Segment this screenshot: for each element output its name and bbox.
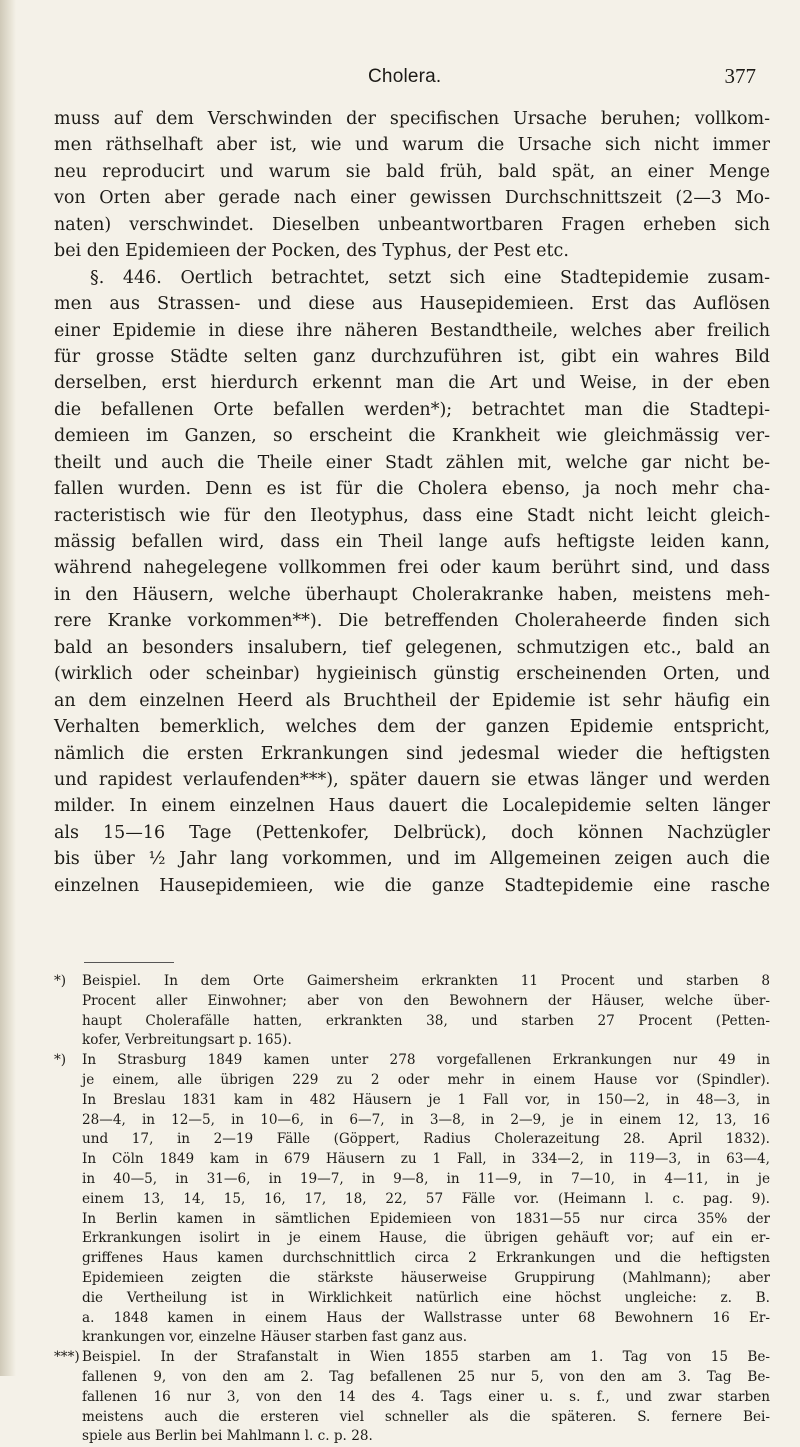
text-line: an dem einzelnen Heerd als Bruchtheil der Epidemie ist sehr häufig ein <box>54 690 770 711</box>
footnote-line: griffenes Haus kamen durchschnittlich circa 2 Erkrankungen und die heftigsten <box>82 1250 770 1267</box>
footnote <box>54 1051 770 1348</box>
footnote-line: kofer, Verbreitungsart p. 165). <box>82 1032 292 1049</box>
text-line: §. 446. Oertlich betrachtet, setzt sich eine Stadtepidemie zusam- <box>90 267 770 288</box>
footnote-line: Epidemieen zeigten die stärkste häuserweise Gruppirung (Mahlmann); aber <box>82 1269 770 1286</box>
footnote-line: In Cöln 1849 kam in 679 Häusern zu 1 Fall, in 334—2, in 119—3, in 63—4, <box>82 1151 770 1168</box>
text-line: men aus Strassen- und diese aus Hausepidemieen. Erst das Auflösen <box>54 294 770 315</box>
text-line: für grosse Städte selten ganz durchzuführen ist, gibt ein wahres Bild <box>54 346 770 367</box>
text-line: bald an besonders insalubern, tief gelegenen, schmutzigen etc., bald an <box>54 637 770 658</box>
text-line: während nahegelegene vollkommen frei oder kaum berührt sind, und dass <box>54 558 770 579</box>
footnote-separator <box>84 962 174 963</box>
text-line: bei den Epidemieen der Pocken, des Typhus, der Pest etc. <box>54 241 569 262</box>
text-line: naten) verschwindet. Dieselben unbeantwortbaren Fragen erheben sich <box>54 214 770 235</box>
footnote-line <box>54 1348 770 1368</box>
text-line: nämlich die ersten Erkrankungen sind jedesmal wieder die heftigsten <box>54 743 770 764</box>
footnote-line: spiele aus Berlin bei Mahlmann l. c. p. 28. <box>82 1428 373 1445</box>
text-line: men räthselhaft aber ist, wie und warum die Ursache sich nicht immer <box>54 135 770 156</box>
footnote-line: meistens auch die ersteren viel schneller als die späteren. S. fernere Bei- <box>82 1408 770 1425</box>
footnote-text: Beispiel. In der Strafanstalt in Wien 1855 starben am 1. Tag von 15 Be- <box>82 1349 770 1366</box>
text-line: muss auf dem Verschwinden der specifischen Ursache beruhen; vollkom- <box>54 109 770 129</box>
footnote-line: Erkrankungen isolirt in je einem Hause, die übrigen gehäuft vor; auf ein er- <box>82 1230 770 1247</box>
footnote-line: In Berlin kamen in sämtlichen Epidemieen von 1831—55 nur circa 35% der <box>82 1210 770 1227</box>
footnote-line: die Vertheilung ist in Wirklichkeit natürlich eine höchst ungleiche: z. B. <box>82 1289 770 1306</box>
text-line: die befallenen Orte befallen werden*); betrachtet man die Stadtepi- <box>54 399 770 420</box>
footnote-line: Procent aller Einwohner; aber von den Bewohnern der Häuser, welche über- <box>82 992 770 1009</box>
text-line: von Orten aber gerade nach einer gewissen Durchschnittszeit (2—3 Mo- <box>54 188 770 209</box>
footnote-line: krankungen vor, einzelne Häuser starben fast ganz aus. <box>82 1329 468 1346</box>
footnote-line: fallenen 16 nur 3, von den 14 des 4. Tags einer u. s. f., und zwar starben <box>82 1388 770 1405</box>
running-head: Cholera. <box>368 66 442 87</box>
text-line: bis über ½ Jahr lang vorkommen, und im Allgemeinen zeigen auch die <box>54 849 770 870</box>
footnote-mark: *) <box>54 973 67 989</box>
footnote-line: in 40—5, in 31—6, in 19—7, in 9—8, in 11—9, in 7—10, in 4—11, in je <box>82 1170 770 1187</box>
footnote-line <box>54 1051 770 1071</box>
text-line: neu reproducirt und warum sie bald früh, bald spät, an einer Menge <box>54 161 770 182</box>
footnote-text: Beispiel. In dem Orte Gaimersheim erkrankten 11 Procent und starben 8 <box>82 973 770 989</box>
footnote-line: je einem, alle übrigen 229 zu 2 oder mehr in einem Hause vor (Spindler). <box>82 1071 770 1088</box>
text-line: (wirklich oder scheinbar) hygieinisch günstig erscheinenden Orten, und <box>54 664 770 685</box>
footnote-mark: ***) <box>54 1349 80 1366</box>
page-gutter-shadow <box>0 0 16 1376</box>
text-line: in den Häusern, welche überhaupt Cholerakranke haben, meistens meh- <box>54 584 770 605</box>
text-line: demieen im Ganzen, so erscheint die Krankheit wie gleichmässig ver- <box>54 426 770 447</box>
text-line: racteristisch wie für den Ileotyphus, dass eine Stadt nicht leicht gleich- <box>54 505 770 526</box>
footnote-line: 28—4, in 12—5, in 10—6, in 6—7, in 3—8, in 2—9, je in einem 12, 13, 16 <box>82 1111 770 1128</box>
page-header <box>0 66 800 96</box>
text-line: Verhalten bemerklich, welches dem der ganzen Epidemie entspricht, <box>54 717 770 738</box>
footnote-line: fallenen 9, von den am 2. Tag befallenen 25 nur 5, von den am 3. Tag Be- <box>82 1368 770 1385</box>
text-line: milder. In einem einzelnen Haus dauert die Localepidemie selten länger <box>54 796 770 817</box>
page-number: 377 <box>724 64 756 88</box>
text-line: als 15—16 Tage (Pettenkofer, Delbrück), doch können Nachzügler <box>54 822 770 843</box>
text-line: einzelnen Hausepidemieen, wie die ganze Stadtepidemie eine rasche <box>54 875 770 896</box>
text-line: mässig befallen wird, dass ein Theil lange aufs heftigste leiden kann, <box>54 532 770 552</box>
text-line: einer Epidemie in diese ihre näheren Bestandtheile, welches aber freilich <box>54 320 770 341</box>
text-line: theilt und auch die Theile einer Stadt zählen mit, welche gar nicht be- <box>54 452 770 473</box>
footnote <box>54 1348 770 1447</box>
footnote-line: In Breslau 1831 kam in 482 Häusern je 1 Fall vor, in 150—2, in 48—3, in <box>82 1091 770 1108</box>
text-line: derselben, erst hierdurch erkennt man die Art und Weise, in der eben <box>54 373 770 394</box>
footnote <box>54 972 770 1051</box>
footnote-line: und 17, in 2—19 Fälle (Göppert, Radius Cholerazeitung 28. April 1832). <box>82 1131 770 1148</box>
footnote-line <box>54 972 770 992</box>
main-text <box>54 106 770 899</box>
footnote-line: einem 13, 14, 15, 16, 17, 18, 22, 57 Fälle vor. (Heimann l. c. pag. 9). <box>82 1190 770 1207</box>
footnote-line: haupt Cholerafälle hatten, erkrankten 38, und starben 27 Procent (Petten- <box>82 1012 770 1029</box>
text-line: und rapidest verlaufenden***), später dauern sie etwas länger und werden <box>54 769 770 790</box>
text-line: rere Kranke vorkommen**). Die betreffenden Choleraheerde finden sich <box>54 611 770 632</box>
text-line: fallen wurden. Denn es ist für die Cholera ebenso, ja noch mehr cha- <box>54 479 770 500</box>
footnote-mark: *) <box>54 1052 67 1069</box>
footnote-line: a. 1848 kamen in einem Haus der Wallstrasse unter 68 Bewohnern 16 Er- <box>82 1309 770 1326</box>
footnote-text: In Strasburg 1849 kamen unter 278 vorgefallenen Erkrankungen nur 49 in <box>82 1052 770 1069</box>
